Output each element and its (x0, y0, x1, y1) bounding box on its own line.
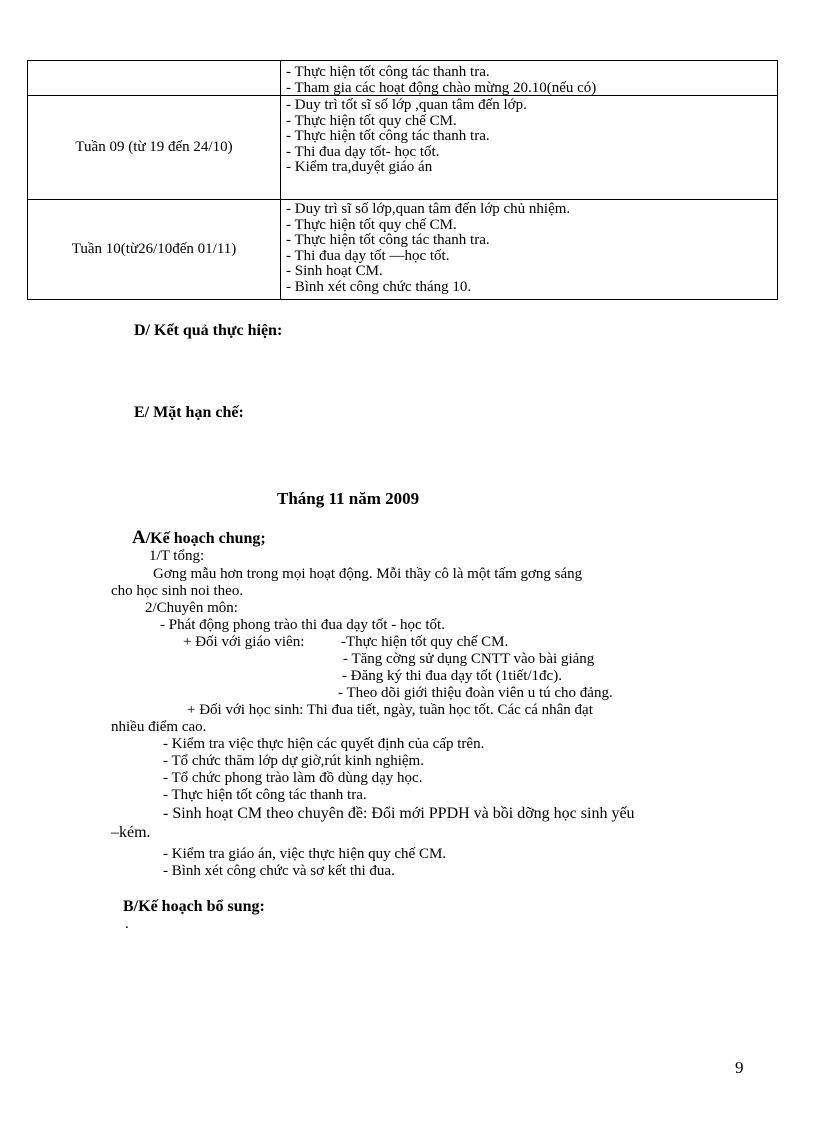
task-line: - Thực hiện tốt công tác thanh tra. (286, 65, 490, 80)
tasks-cell (281, 61, 778, 96)
task-line: - Thực hiện tốt công tác thanh tra. (286, 129, 490, 144)
plan-heading (132, 527, 266, 549)
task-line: - Kiểm tra,duyệt giáo án (286, 160, 433, 175)
teachers-item: - Theo dõi giới thiệu đoàn viên u tú cho đảng. (338, 685, 613, 701)
plan-heading-letter: A (132, 527, 146, 548)
plan-task-cont: –kém. (111, 824, 151, 841)
plan-heading-text: /Kế hoạch chung; (145, 530, 266, 547)
week-cell: Tuần 09 (từ 19 đến 24/10) (28, 96, 281, 200)
weekly-plan-table (27, 60, 778, 300)
teachers-label: + Đối với giáo viên: (183, 634, 305, 650)
teachers-item: - Đăng ký thi đua dạy tốt (1tiết/1đc). (342, 668, 562, 684)
plan-task: - Tổ chức thăm lớp dự giờ,rút kinh nghiệm. (163, 753, 424, 769)
page-number: 9 (735, 1058, 744, 1077)
plan-task: - Kiểm tra giáo án, việc thực hiện quy chế CM. (163, 846, 447, 862)
item1-text-cont: cho học sinh noi theo. (111, 583, 244, 599)
task-line: - Thực hiện tốt công tác thanh tra. (286, 233, 490, 248)
tasks-cell (281, 96, 778, 200)
plan-task: - Thực hiện tốt công tác thanh tra. (163, 787, 367, 803)
table-row (28, 61, 778, 96)
task-line: - Sinh hoạt CM. (286, 264, 383, 279)
movement-line: - Phát động phong trào thi đua dạy tốt - học tốt. (160, 617, 445, 633)
task-line: - Duy trì sĩ số lớp,quan tâm đến lớp chủ nhiệm. (286, 202, 571, 217)
plan-task: - Kiểm tra việc thực hiện các quyết định của cấp trên. (163, 736, 485, 752)
teachers-item: - Tăng cờng sử dụng CNTT vào bài giảng (343, 651, 595, 667)
table-row (28, 96, 778, 200)
plan-task: - Sinh hoạt CM theo chuyên đề: Đổi mới PPDH và bồi dỡng học sinh yếu (163, 805, 635, 822)
task-line: - Tham gia các hoạt động chào mừng 20.10(nếu có) (286, 80, 597, 95)
students-line-cont: nhiều điểm cao. (111, 719, 207, 735)
task-line: - Thi đua dạy tốt —học tốt. (286, 248, 450, 264)
section-b-heading: B/Kế hoạch bổ sung: (123, 898, 265, 915)
month-title: Tháng 11 năm 2009 (277, 489, 420, 508)
students-line: + Đối với học sinh: Thi đua tiết, ngày, tuần học tốt. Các cá nhân đạt (187, 702, 593, 718)
tasks-cell (281, 200, 778, 300)
task-line: - Duy trì tốt sĩ số lớp ,quan tâm đến lớp. (286, 98, 527, 113)
week-cell: Tuần 10(từ26/10đến 01/11) (28, 200, 281, 300)
task-line: - Thực hiện tốt quy chế CM. (286, 217, 457, 233)
week-cell (28, 61, 281, 96)
task-line: - Thi đua dạy tốt- học tốt. (286, 144, 440, 160)
plan-task: - Tổ chức phong trào làm đồ dùng dạy học. (163, 770, 423, 786)
item1-label: 1/T tổng: (149, 548, 205, 564)
table-row (28, 200, 778, 300)
trailing-dot: . (125, 916, 129, 932)
teachers-item: -Thực hiện tốt quy chế CM. (341, 634, 509, 650)
item2-label: 2/Chuyên môn: (145, 600, 238, 616)
task-line: - Bình xét công chức tháng 10. (286, 279, 472, 295)
item1-text: Gơng mẫu hơn trong mọi hoạt động. Mỗi thầy cô là một tấm gơng sáng (153, 566, 583, 582)
section-d-heading: D/ Kết quả thực hiện: (134, 322, 283, 339)
task-line: - Thực hiện tốt quy chế CM. (286, 113, 457, 129)
section-e-heading: E/ Mặt hạn chế: (134, 404, 244, 421)
plan-task: - Bình xét công chức và sơ kết thi đua. (163, 863, 395, 879)
